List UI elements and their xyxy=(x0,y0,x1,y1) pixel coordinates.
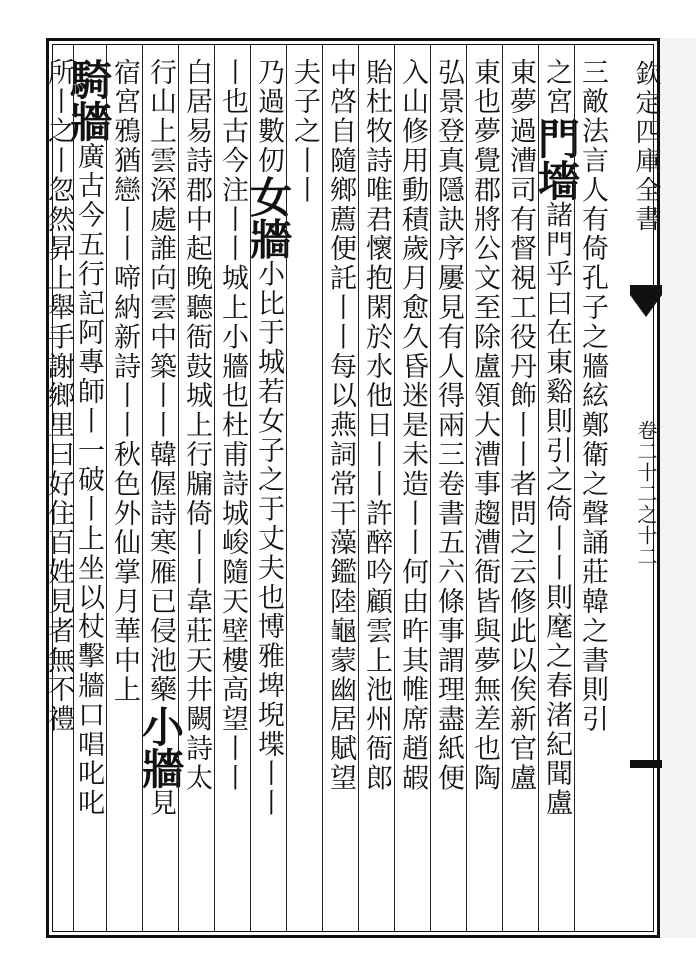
fishtail-ornament-top xyxy=(630,285,662,295)
column-text: 乃過數仞 xyxy=(253,58,284,176)
column-rule xyxy=(466,44,467,932)
column-text: 入山修用動積歲月愈久昏迷是未造丨丨何由旿其帷席趙嘏 xyxy=(397,58,428,793)
column-rule xyxy=(250,44,251,932)
column-rule xyxy=(322,44,323,932)
column-rule xyxy=(178,44,179,932)
column-rule xyxy=(502,44,503,932)
entry-heading: 墻 xyxy=(532,158,581,201)
column-text: 東也夢覺郡將公文至除盧領大漕事趨漕衙皆與夢無差也陶 xyxy=(469,58,500,793)
column-text: 小比于城若女子之于丈夫也博雅埤堄堞丨丨 xyxy=(253,259,284,819)
column-text: 丨也古今注丨丨城上小牆也杜甫詩城峻隨天壁樓高望丨丨 xyxy=(217,58,248,793)
column-text: 諸門乎曰在東谿則引之倚丨丨則麾之春渚紀聞盧 xyxy=(541,200,572,819)
column-rule xyxy=(430,44,431,932)
entry-heading: 門 xyxy=(532,116,581,159)
column-text: 東夢過漕司有督視工役丹飾丨丨者問之云修此以俟新官盧 xyxy=(505,58,536,793)
column-text: 廣古今五行記阿專師丨一破丨上坐以杖擊牆口唱叱叱 xyxy=(73,142,104,819)
column-text: 弘景登真隱訣序屢見有人得兩三卷書五六條事謂理盡紙便 xyxy=(433,58,464,793)
column-rule xyxy=(286,44,287,932)
column-rule xyxy=(358,44,359,932)
column-text: 中啓自隨鄉薦便託丨丨每以燕詞常干藻鑑陸龜蒙幽居賦望 xyxy=(325,58,356,793)
column-text: 上 xyxy=(109,675,140,705)
column-text: 所丨之丨忽然昇上舉手謝鄉里曰好住百姓見者無不禮 xyxy=(43,58,74,735)
column-text: 夫子之丨丨 xyxy=(289,58,320,205)
column-text: 行山上雲深處誰向雲中築丨丨韓偓詩寒雁已侵池藥 xyxy=(145,58,176,705)
column-rule xyxy=(106,44,107,932)
column-text: 貽杜牧詩唯君懷抱閑於水他日丨丨許醉吟顧雲上池州衙郎 xyxy=(361,58,392,793)
book-title: 欽定四庫全書 xyxy=(631,60,661,234)
column-text: 見 xyxy=(145,788,176,819)
column-rule xyxy=(538,44,539,932)
column-text: 宿宮鴉猶戀丨丨啼納新詩丨丨秋色外仙掌月華中 xyxy=(109,58,140,676)
fishtail-ornament-bottom xyxy=(630,760,662,768)
column-text: 法言人有倚孔子之牆絃鄭衛之聲誦莊韓之書則引 xyxy=(577,116,608,735)
column-text: 之宮 xyxy=(541,58,572,117)
column-text: 白居易詩郡中起晚聽衙鼓城上行牖倚丨丨韋莊天井闕詩太 xyxy=(181,58,212,793)
column-rule xyxy=(73,44,74,932)
column-rule xyxy=(394,44,395,932)
volume-number: 卷二十二之十二 xyxy=(634,420,658,567)
column-rule xyxy=(574,44,575,932)
column-text: 三敵 xyxy=(577,58,608,117)
column-rule xyxy=(142,44,143,932)
fishtail-ornament xyxy=(630,295,662,317)
entry-heading: 騎牆 xyxy=(64,58,113,142)
entry-heading: 小牆 xyxy=(136,704,185,789)
column-rule xyxy=(214,44,215,932)
entry-heading: 女牆 xyxy=(244,175,293,260)
